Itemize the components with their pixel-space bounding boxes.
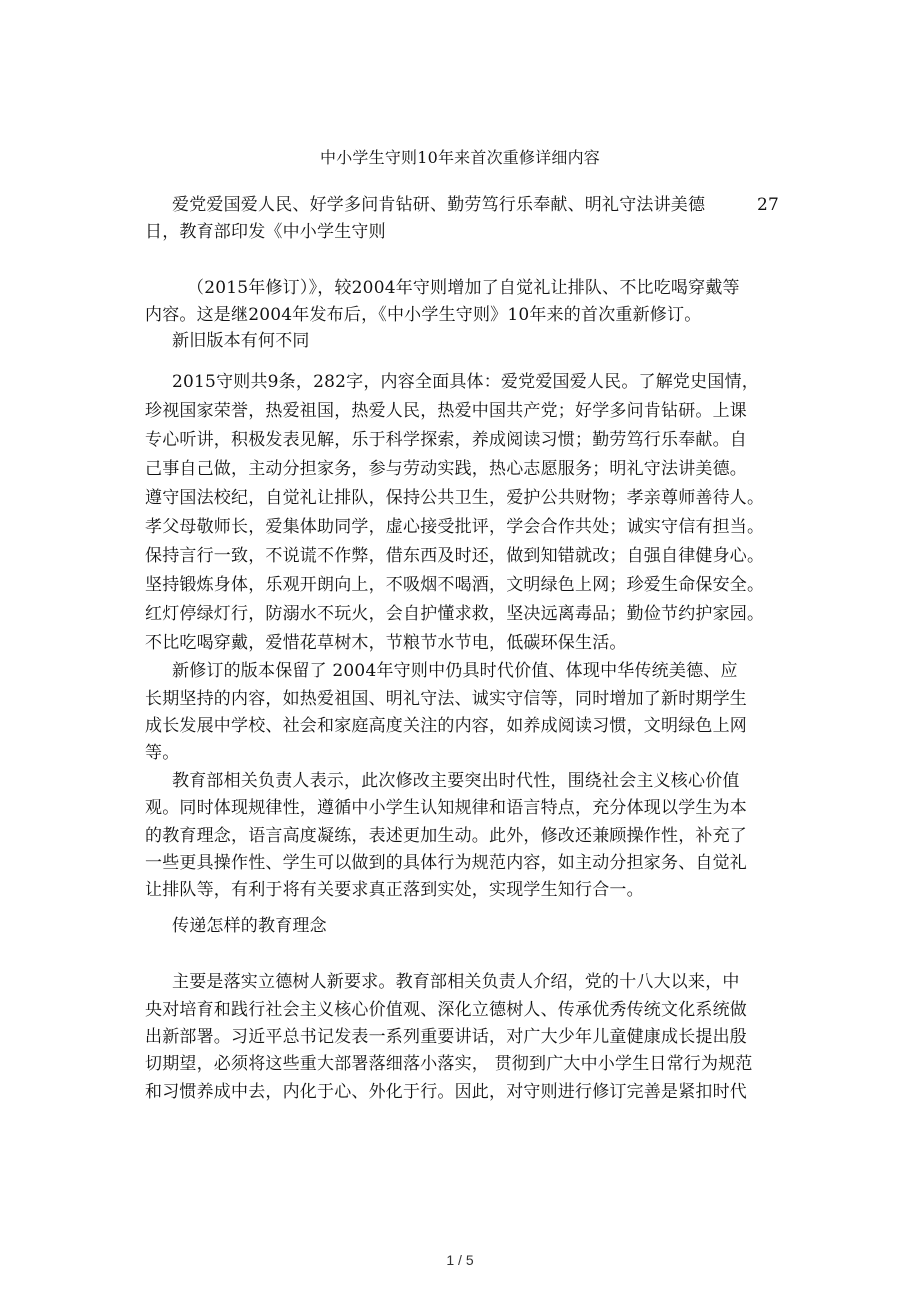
line-text: 新旧版本有何不同 <box>172 331 310 351</box>
line-text: 教育部相关负责人表示，此次修改主要突出时代性，围绕社会主义核心价值 <box>172 771 740 791</box>
line-text: 内容。这是继2004年发布后，《中小学生守则》10年来的首次重新修订。 <box>145 305 702 325</box>
paragraph-line <box>145 303 775 327</box>
line-text: 不比吃喝穿戴，爱惜花草树木，节粮节水节电，低碳环保生活。 <box>145 633 627 653</box>
line-text: 红灯停绿灯行，防溺水不玩火，会自护懂求救，坚决远离毒品；勤俭节约护家园。 <box>145 604 765 624</box>
line-text: 日，教育部印发《中小学生守则 <box>145 222 386 242</box>
paragraph-line <box>145 998 775 1022</box>
line-text: 保持言行一致，不说谎不作弊，借东西及时还，做到知错就改；自强自律健身心。 <box>145 546 765 566</box>
paragraph-line <box>145 1025 775 1049</box>
line-text: 让排队等，有利于将有关要求真正落到实处，实现学生知行合一。 <box>145 880 644 900</box>
line-text: （2015年修订）》，较2004年守则增加了自觉礼让排队、不比吃喝穿戴等 <box>187 278 740 298</box>
paragraph-line <box>145 428 775 452</box>
paragraph-line <box>145 544 775 568</box>
paragraph-line <box>145 1052 775 1076</box>
line-text: 2015守则共9条，282字，内容全面具体：爱党爱国爱人民。了解党史国情， <box>172 372 759 392</box>
paragraph-line <box>145 631 775 655</box>
paragraph-line <box>145 1080 775 1104</box>
trailing-date-number: 27 <box>756 195 779 215</box>
paragraph-line <box>172 769 802 793</box>
paragraph-line <box>145 714 775 738</box>
paragraph-line <box>172 659 802 683</box>
paragraph-line <box>145 602 775 626</box>
paragraph-line <box>145 851 775 875</box>
paragraph-line <box>145 220 775 244</box>
line-text: 长期坚持的内容，如热爱祖国、明礼守法、诚实守信等，同时增加了新时期学生 <box>145 689 747 709</box>
line-text: 坚持锻炼身体，乐观开朗向上，不吸烟不喝酒，文明绿色上网；珍爱生命保安全。 <box>145 575 765 595</box>
paragraph-line <box>187 276 817 300</box>
paragraph-line <box>145 399 775 423</box>
line-text: 己事自己做，主动分担家务，参与劳动实践，热心志愿服务；明礼守法讲美德。 <box>145 459 747 479</box>
paragraph-line <box>145 486 775 510</box>
section-heading <box>172 914 802 938</box>
page-indicator: 1 / 5 <box>446 1252 474 1268</box>
line-text: 央对培育和践行社会主义核心价值观、深化立德树人、传承优秀传统文化系统做 <box>145 1000 747 1020</box>
line-text: 的教育理念，语言高度凝练，表述更加生动。此外，修改还兼顾操作性，补充了 <box>145 826 747 846</box>
line-text: 珍视国家荣誉，热爱祖国，热爱人民，热爱中国共产党；好学多问肯钻研。上课 <box>145 401 747 421</box>
paragraph-line <box>145 687 775 711</box>
line-text: 观。同时体现规律性，遵循中小学生认知规律和语言特点，充分体现以学生为本 <box>145 798 747 818</box>
document-title: 中小学生守则10年来首次重修详细内容 <box>320 148 600 167</box>
paragraph-line <box>145 824 775 848</box>
paragraph-line <box>145 796 775 820</box>
section-heading <box>172 329 802 353</box>
line-text: 爱党爱国爱人民、好学多问肯钻研、勤劳笃行乐奉献、明礼守法讲美德 <box>172 195 706 215</box>
line-text: 成长发展中学校、社会和家庭高度关注的内容，如养成阅读习惯，文明绿色上网 <box>145 716 747 736</box>
line-text: 一些更具操作性、学生可以做到的具体行为规范内容，如主动分担家务、自觉礼 <box>145 853 747 873</box>
line-text: 切期望，必须将这些重大部署落细落小落实， 贯彻到广大中小学生日常行为规范 <box>145 1054 753 1074</box>
line-text: 遵守国法校纪，自觉礼让排队，保持公共卫生，爱护公共财物；孝亲尊师善待人。 <box>145 488 765 508</box>
line-text: 专心听讲，积极发表见解，乐于科学探索，养成阅读习惯；勤劳笃行乐奉献。自 <box>145 430 747 450</box>
paragraph-line <box>145 878 775 902</box>
paragraph-line <box>145 515 775 539</box>
line-text: 新修订的版本保留了 2004年守则中仍具时代价值、体现中华传统美德、应 <box>172 661 738 681</box>
paragraph-line <box>172 193 777 217</box>
line-text: 和习惯养成中去，内化于心、外化于行。因此，对守则进行修订完善是紧扣时代 <box>145 1082 747 1102</box>
line-text: 等。 <box>145 743 180 763</box>
line-text: 出新部署。习近平总书记发表一系列重要讲话，对广大少年儿童健康成长提出殷 <box>145 1027 747 1047</box>
paragraph-line <box>145 457 775 481</box>
line-text: 孝父母敬师长，爱集体助同学，虚心接受批评，学会合作共处；诚实守信有担当。 <box>145 517 765 537</box>
paragraph-line <box>145 741 775 765</box>
paragraph-line <box>172 970 802 994</box>
paragraph-line <box>145 573 775 597</box>
line-text: 主要是落实立德树人新要求。教育部相关负责人介绍，党的十八大以来，中 <box>172 972 740 992</box>
paragraph-line <box>172 370 802 394</box>
line-text: 传递怎样的教育理念 <box>172 916 327 936</box>
